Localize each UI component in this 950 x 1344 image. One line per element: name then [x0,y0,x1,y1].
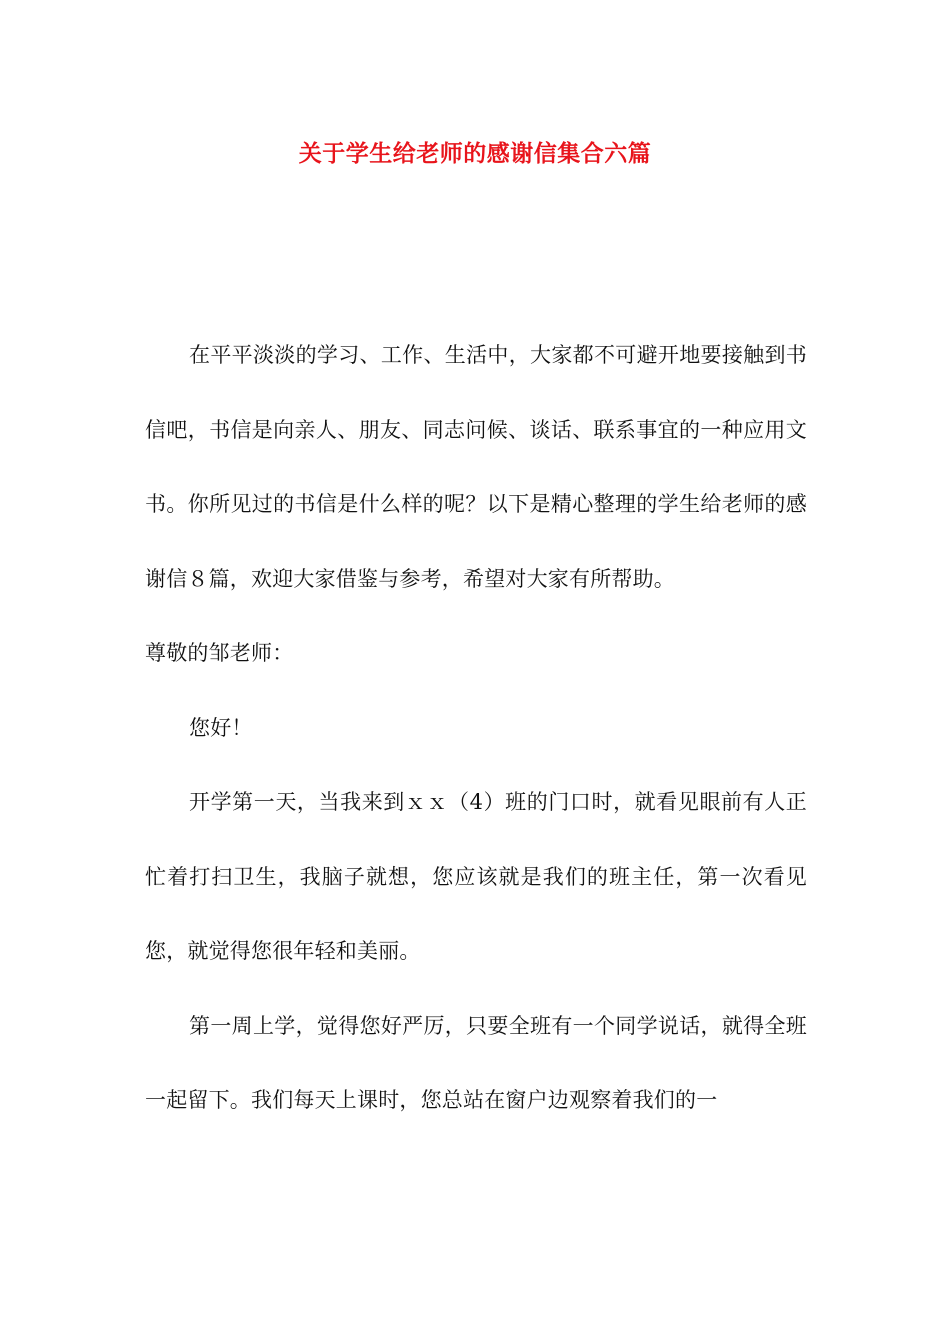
document-body [145,318,807,1138]
letter-paragraph: 开学第一天，当我来到ｘｘ（4）班的门口时，就看见眼前有人正忙着打扫卫生，我脑子就想，您应该就是我们的班主任，第一次看见您，就觉得您很年轻和美丽。 [145,790,807,963]
salutation: 尊敬的邹老师： [145,641,294,665]
letter-paragraph: 第一周上学，觉得您好严厉，只要全班有一个同学说话，就得全班一起留下。我们每天上课时，您总站在窗户边观察着我们的一 [145,1013,807,1112]
document-title: 关于学生给老师的感谢信集合六篇 [298,140,652,167]
intro-paragraph: 在平平淡淡的学习、工作、生活中，大家都不可避开地要接触到书信吧，书信是向亲人、朋友、同志问候、谈话、联系事宜的一种应用文书。你所见过的书信是什么样的呢？以下是精心整理的学生给老师的感谢信８篇，欢迎大家借鉴与参考，希望对大家有所帮助。 [145,343,807,591]
greeting: 您好！ [189,715,253,740]
